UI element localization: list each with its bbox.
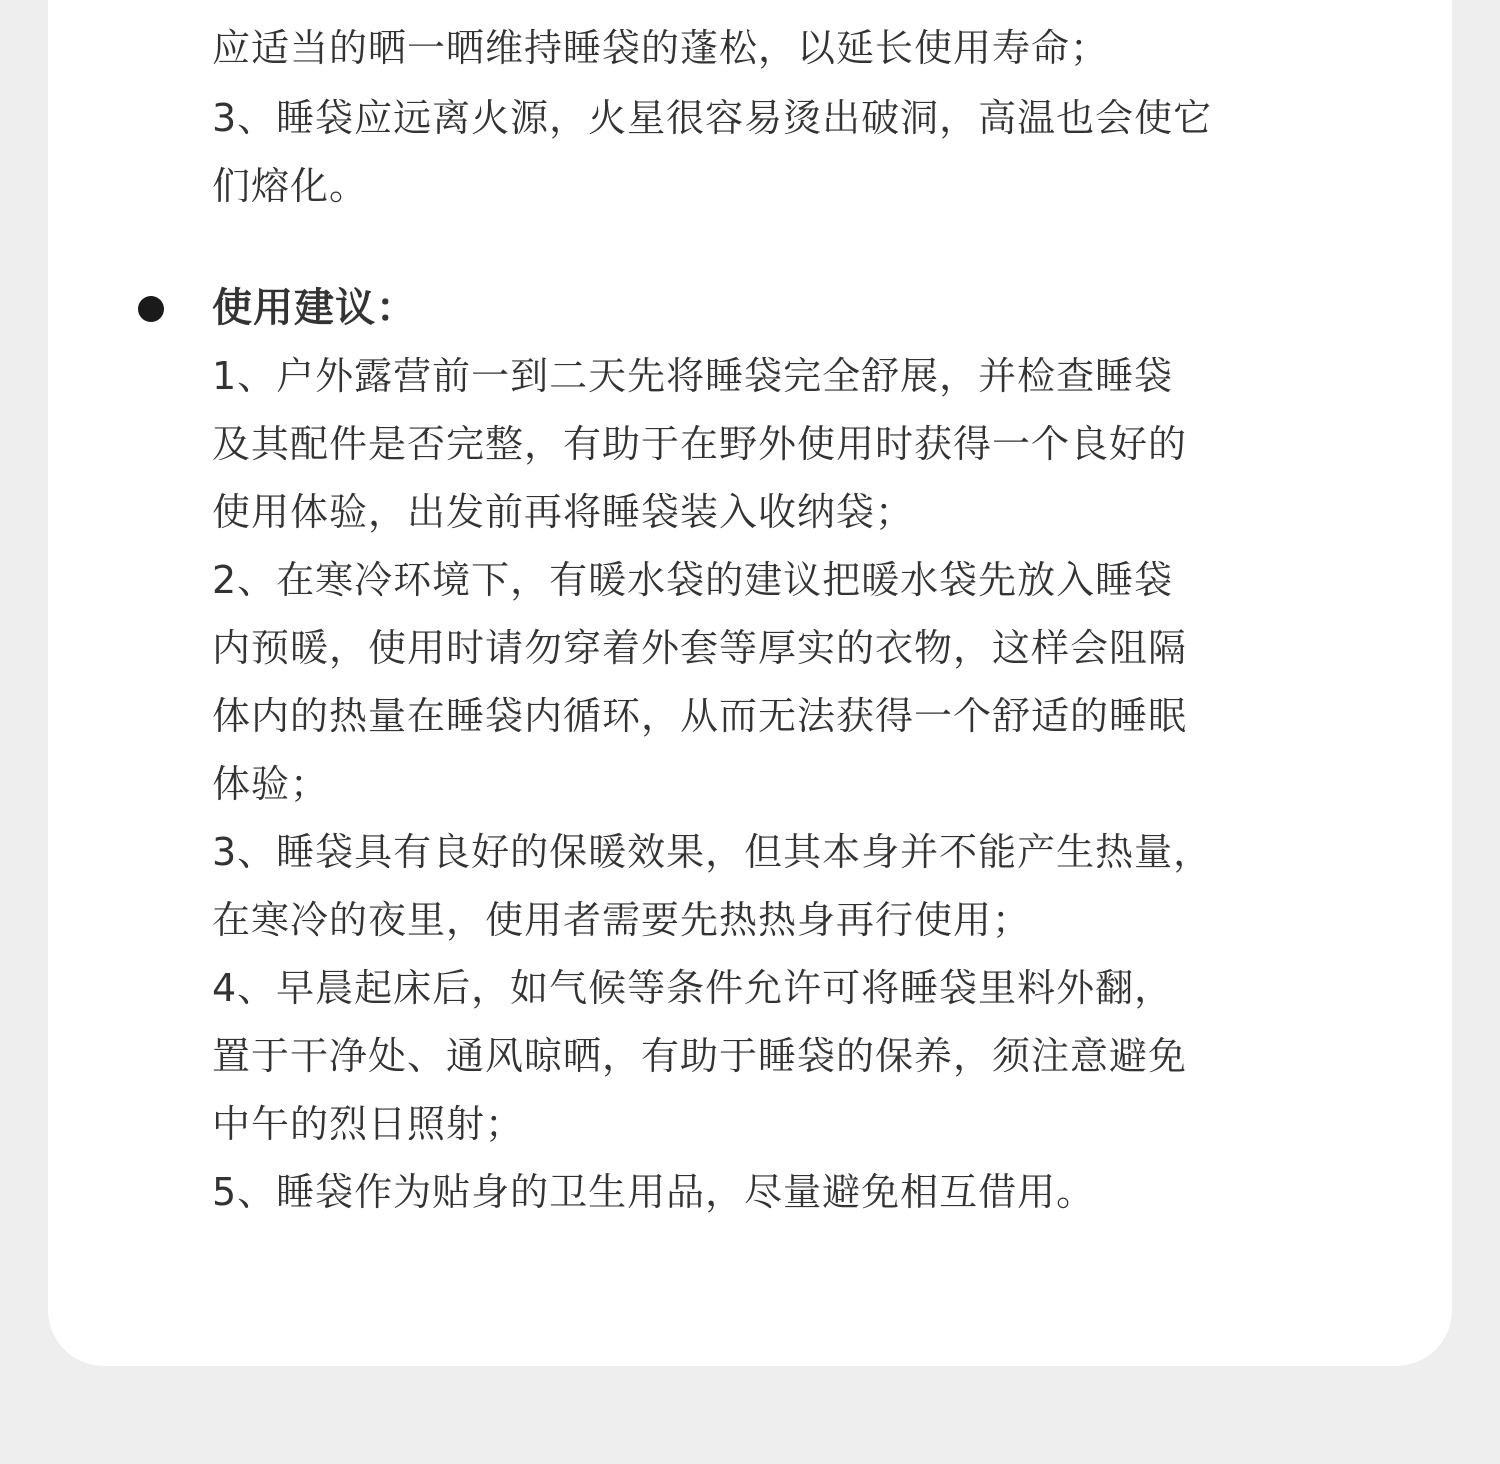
usage-text-line: 中午的烈日照射； (212, 1102, 525, 1146)
usage-text-line: 4、早晨起床后，如气候等条件允许可将睡袋里料外翻， (212, 966, 1174, 1010)
care-text-line: 应适当的晒一晒维持睡袋的蓬松，以延长使用寿命； (212, 26, 1110, 70)
usage-text-line: 置于干净处、通风晾晒，有助于睡袋的保养，须注意避免 (212, 1034, 1188, 1078)
usage-text-line: 5、睡袋作为贴身的卫生用品，尽量避免相互借用。 (212, 1170, 1096, 1214)
usage-text-line: 2、在寒冷环境下，有暖水袋的建议把暖水袋先放入睡袋 (212, 558, 1174, 602)
bullet-dot-icon (138, 296, 164, 322)
partial-text-line (212, 0, 1362, 4)
usage-text-line: 体内的热量在睡袋内循环，从而无法获得一个舒适的睡眠 (212, 694, 1188, 738)
usage-text-line: 3、睡袋具有良好的保暖效果，但其本身并不能产生热量， (212, 830, 1213, 874)
usage-text-line: 及其配件是否完整，有助于在野外使用时获得一个良好的 (212, 422, 1188, 466)
usage-text-line: 使用体验，出发前再将睡袋装入收纳袋； (212, 490, 915, 534)
usage-text-line: 内预暖，使用时请勿穿着外套等厚实的衣物，这样会阻隔 (212, 626, 1188, 670)
usage-text-line: 体验； (212, 762, 330, 806)
care-text-line: 们熔化。 (212, 164, 369, 208)
usage-text-line: 在寒冷的夜里，使用者需要先热热身再行使用； (212, 898, 1032, 942)
section-heading: 使用建议： (212, 285, 417, 331)
usage-text-line: 1、户外露营前一到二天先将睡袋完全舒展，并检查睡袋 (212, 354, 1174, 398)
care-text-line: 3、睡袋应远离火源，火星很容易烫出破洞，高温也会使它 (212, 96, 1213, 140)
